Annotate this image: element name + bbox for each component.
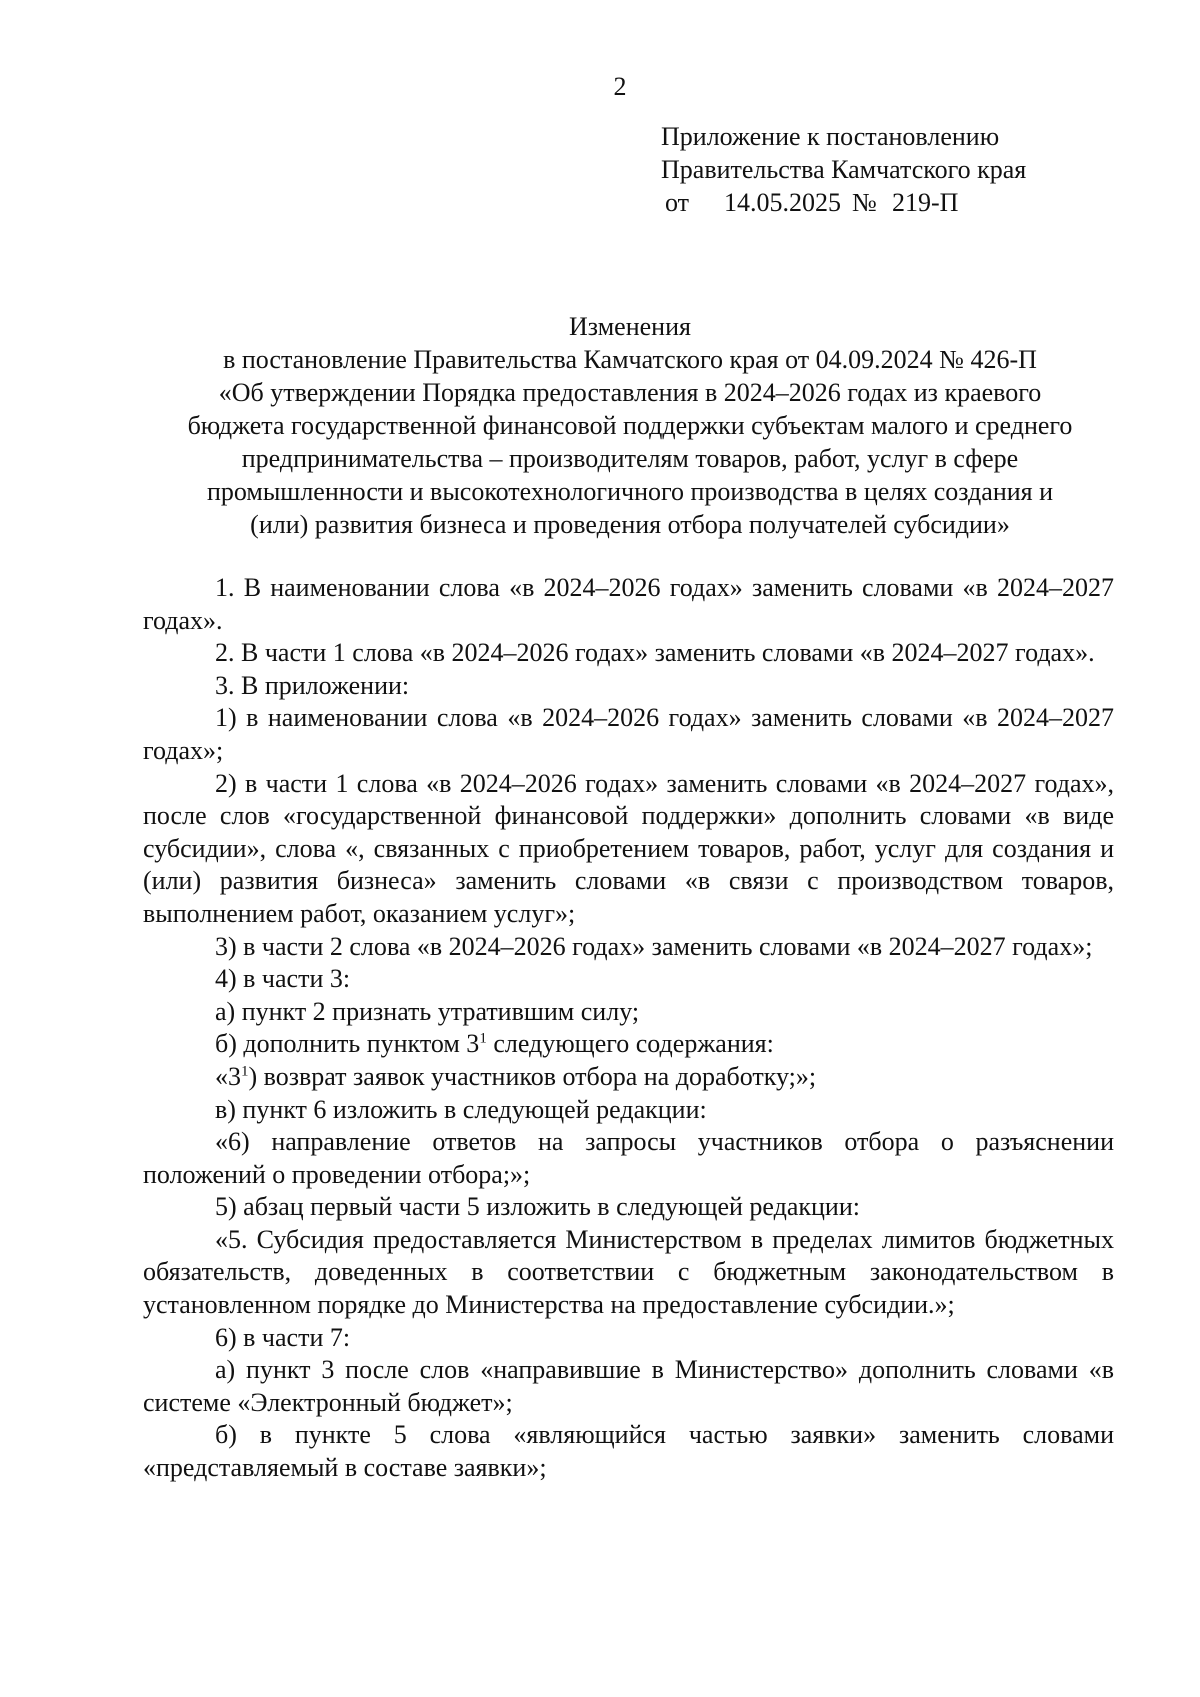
title-line: промышленности и высокотехнологичного производства в целях создания и bbox=[206, 477, 1054, 506]
paragraph: 2. В части 1 слова «в 2024–2026 годах» заменить словами «в 2024–2027 годах». bbox=[215, 638, 1095, 668]
title-heading: Изменения bbox=[569, 312, 691, 341]
paragraph bbox=[143, 1061, 1114, 1094]
title-line: «Об утверждении Порядка предоставления в 2024–2026 годах из краевого bbox=[218, 378, 1042, 407]
paragraph: 1. В наименовании слова «в 2024–2026 годах» заменить словами «в 2024–2027 годах». bbox=[143, 573, 1114, 635]
appendix-line-2: Правительства Камчатского края bbox=[661, 155, 1027, 184]
appendix-date-line bbox=[661, 186, 1026, 219]
number-sign: № bbox=[852, 188, 877, 217]
document-title bbox=[140, 310, 1120, 541]
paragraph: а) пункт 3 после слов «направившие в Министерство» дополнить словами «в системе «Электронный бюджет»; bbox=[143, 1355, 1114, 1417]
document-body bbox=[143, 572, 1114, 1485]
paragraph: 3. В приложении: bbox=[215, 670, 410, 700]
paragraph-text: «3 bbox=[215, 1061, 241, 1091]
resolution-date: 14.05.2025 bbox=[724, 188, 841, 217]
paragraph: «6) направление ответов на запросы участников отбора о разъяснении положений о проведении отбора;»; bbox=[143, 1127, 1114, 1189]
resolution-number: 219-П bbox=[892, 188, 959, 217]
paragraph: 3) в части 2 слова «в 2024–2026 годах» заменить словами «в 2024–2027 годах»; bbox=[215, 931, 1093, 961]
paragraph: 4) в части 3: bbox=[215, 964, 351, 994]
paragraph-text: б) дополнить пунктом 3 bbox=[215, 1029, 480, 1059]
from-label: от bbox=[665, 188, 690, 217]
appendix-line-1: Приложение к постановлению bbox=[661, 122, 1000, 151]
title-line: (или) развития бизнеса и проведения отбора получателей субсидии» bbox=[250, 510, 1010, 539]
paragraph: 1) в наименовании слова «в 2024–2026 годах» заменить словами «в 2024–2027 годах»; bbox=[143, 703, 1114, 765]
paragraph: в) пункт 6 изложить в следующей редакции: bbox=[215, 1094, 707, 1124]
superscript: 1 bbox=[479, 1030, 487, 1047]
paragraph: 2) в части 1 слова «в 2024–2026 годах» заменить словами «в 2024–2027 годах», после слов «государственной финансовой поддержки» дополнить словами «в виде субсидии», слова «, связанных с приобретением товаров, работ, услуг для создания и (или) развития бизнеса» заменить словами «в связи с производством товаров, выполнением работ, оказанием услуг»; bbox=[143, 768, 1114, 928]
paragraph: б) в пункте 5 слова «являющийся частью заявки» заменить словами «представляемый в составе заявки»; bbox=[143, 1420, 1114, 1483]
superscript: 1 bbox=[241, 1063, 249, 1080]
title-line: бюджета государственной финансовой поддержки субъектам малого и среднего bbox=[187, 411, 1073, 440]
page-number: 2 bbox=[613, 72, 627, 101]
paragraph: «5. Субсидия предоставляется Министерством в пределах лимитов бюджетных обязательств, доведенных в соответствии с бюджетным законодательством в установленном порядке до Министерства на предоставление субсидии.»; bbox=[143, 1224, 1114, 1320]
paragraph: 6) в части 7: bbox=[215, 1322, 351, 1352]
paragraph-text: ) возврат заявок участников отбора на доработку;»; bbox=[248, 1061, 817, 1091]
paragraph: 5) абзац первый части 5 изложить в следующей редакции: bbox=[215, 1192, 860, 1222]
appendix-reference bbox=[661, 120, 1026, 219]
paragraph: а) пункт 2 признать утратившим силу; bbox=[215, 996, 640, 1026]
title-line: в постановление Правительства Камчатского края от 04.09.2024 № 426-П bbox=[223, 345, 1037, 374]
title-line: предпринимательства – производителям товаров, работ, услуг в сфере bbox=[241, 444, 1019, 473]
paragraph-text: следующего содержания: bbox=[486, 1029, 774, 1059]
paragraph bbox=[143, 1028, 1114, 1061]
